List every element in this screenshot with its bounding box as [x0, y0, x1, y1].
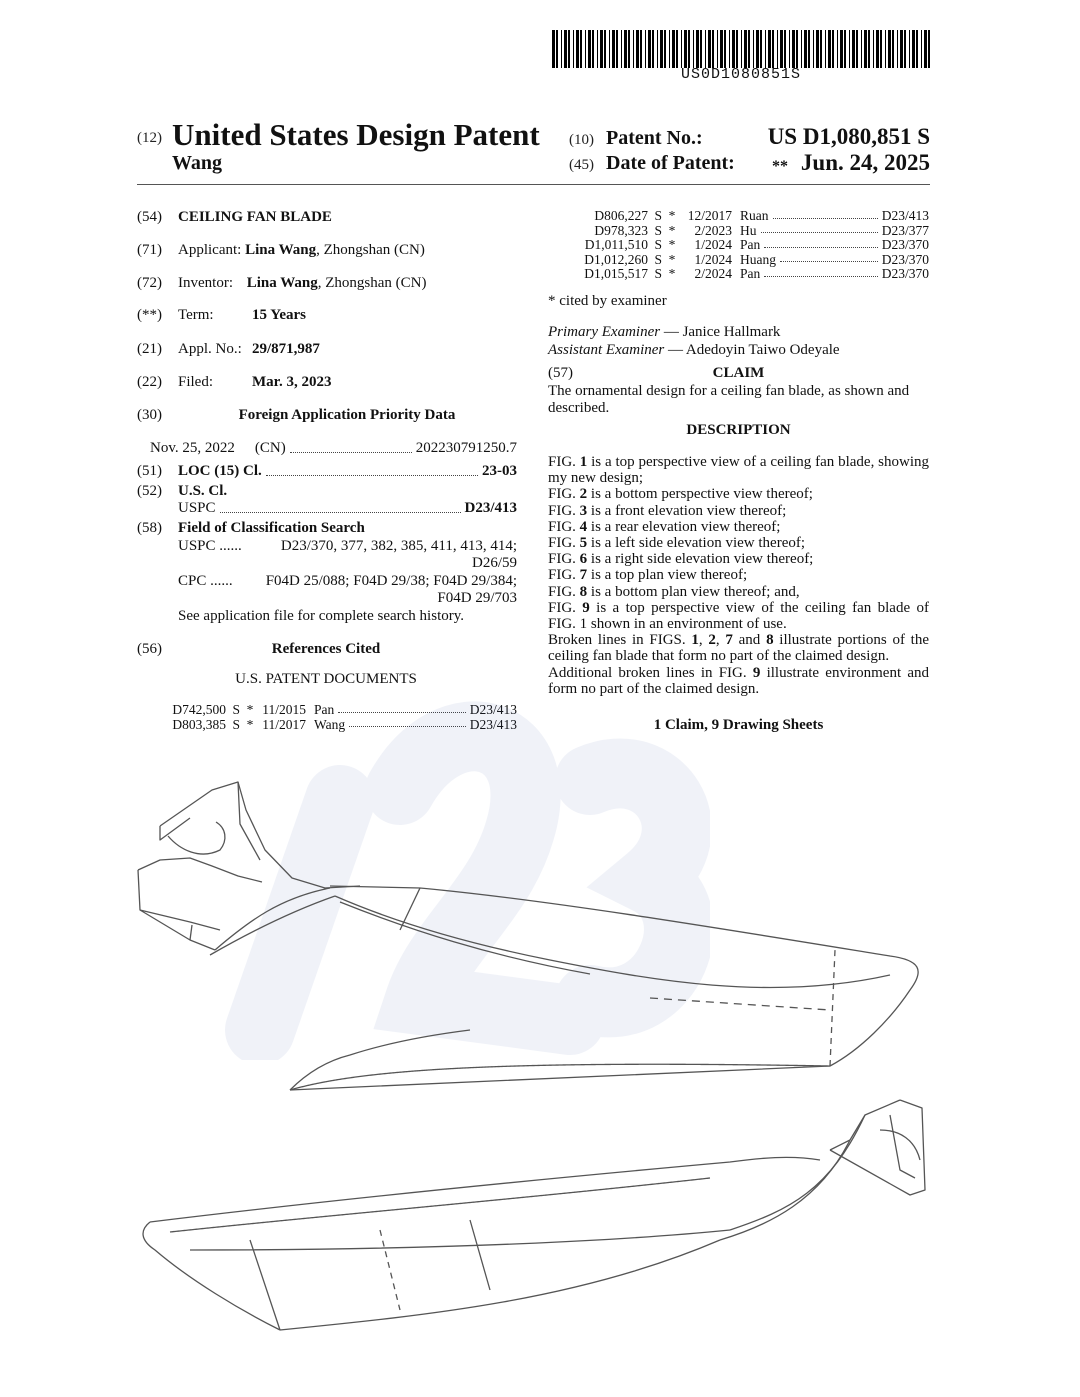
loc-label: LOC (15) Cl.: [178, 463, 262, 479]
code-57: (57): [548, 365, 573, 381]
reference-kind: S: [654, 266, 662, 281]
reference-no: D806,227: [594, 208, 648, 223]
priority-row: [150, 439, 517, 458]
uspc-row: [178, 499, 517, 518]
loc-value: 23-03: [482, 463, 517, 479]
uspc-value: D23/413: [464, 500, 517, 516]
reference-kind: S: [654, 237, 662, 252]
cited-by-examiner-note: * cited by examiner: [548, 293, 667, 309]
applicant-name: Lina Wang: [245, 242, 317, 258]
appl-no-label: Appl. No.:: [178, 341, 242, 357]
dot-leader: [761, 232, 878, 233]
code-58: (58): [137, 520, 162, 536]
dot-leader: [780, 261, 878, 262]
code-10: (10): [569, 132, 594, 148]
reference-row: [170, 703, 517, 718]
design-title: CEILING FAN BLADE: [178, 209, 332, 225]
reference-name: Pan: [314, 702, 335, 717]
code-30: (30): [137, 407, 162, 423]
reference-cls: D23/413: [469, 716, 517, 732]
dot-leader: [764, 247, 878, 248]
dot-leader: [220, 512, 461, 513]
figure-description: FIG. 6 is a right side elevation view thereof;: [548, 551, 814, 568]
reference-cls: D23/413: [469, 702, 517, 717]
figure-description: FIG. 8 is a bottom plan view thereof; and,: [548, 583, 800, 600]
reference-name: Hu: [740, 222, 757, 238]
reference-date: 1/2024: [694, 237, 732, 252]
uspc-label: USPC: [178, 500, 216, 516]
search-cpc-line1: F04D 25/088; F04D 29/38; F04D 29/384;: [265, 573, 517, 589]
reference-cls: D23/413: [881, 208, 929, 223]
reference-no: D1,015,517: [584, 266, 648, 281]
reference-no: D978,323: [594, 222, 648, 238]
reference-star: *: [246, 702, 254, 717]
search-uspc-line1: D23/370, 377, 382, 385, 411, 413, 414;: [280, 538, 517, 554]
code-54: (54): [137, 209, 162, 225]
code-22: (22): [137, 374, 162, 390]
figure-description: FIG. 4 is a rear elevation view thereof;: [548, 518, 781, 535]
applicant-label: Applicant:: [178, 242, 242, 258]
search-field-label: Field of Classification Search: [178, 520, 365, 536]
inventor-surname: Wang: [172, 152, 223, 174]
claims-summary: 1 Claim, 9 Drawing Sheets: [653, 717, 824, 733]
fan-blade-drawing: [130, 770, 940, 1370]
assistant-examiner: Assistant Examiner — Adedoyin Taiwo Odeyale: [548, 342, 840, 358]
broken-lines-note-2: Additional broken lines in FIG. 9 illustrate environment and form no part of the claimed design.: [548, 664, 929, 697]
inventor-label: Inventor:: [178, 275, 233, 291]
reference-row: [568, 267, 929, 282]
reference-row: [568, 224, 929, 239]
date-label: Date of Patent:: [606, 152, 735, 174]
claim-heading: CLAIM: [712, 365, 765, 381]
reference-kind: S: [654, 251, 662, 267]
dot-leader: [349, 726, 466, 727]
priority-number: 202230791250.7: [415, 440, 517, 456]
reference-star: *: [668, 266, 676, 281]
reference-cls: D23/377: [881, 222, 929, 238]
reference-cls: D23/370: [881, 266, 929, 281]
reference-name: Wang: [314, 716, 346, 732]
header-divider: [137, 184, 930, 185]
code-45: (45): [569, 157, 594, 173]
dot-leader: [266, 475, 478, 476]
filed-label: Filed:: [178, 374, 214, 390]
filed-value: Mar. 3, 2023: [252, 374, 332, 390]
loc-row: [178, 462, 517, 481]
right-references-list: [568, 209, 929, 282]
applicant-location: , Zhongshan (CN): [316, 242, 425, 258]
reference-name: Pan: [740, 266, 761, 281]
reference-star: *: [668, 222, 676, 238]
figure-description: FIG. 5 is a left side elevation view thereof;: [548, 535, 806, 552]
priority-date: Nov. 25, 2022: [150, 440, 235, 456]
reference-name: Ruan: [740, 208, 769, 223]
reference-no: D1,012,260: [584, 251, 648, 267]
reference-no: D803,385: [172, 716, 226, 732]
reference-cls: D23/370: [881, 251, 929, 267]
reference-kind: S: [232, 716, 240, 732]
reference-date: 1/2024: [694, 251, 732, 267]
term-label: Term:: [178, 307, 214, 323]
inventor-field: [178, 274, 427, 293]
priority-heading: Foreign Application Priority Data: [238, 407, 456, 423]
code-12: (12): [137, 130, 162, 146]
applicant-field: [178, 241, 425, 260]
figure-descriptions: [548, 454, 929, 697]
reference-name: Pan: [740, 237, 761, 252]
code-56: (56): [137, 641, 162, 657]
reference-star: *: [246, 716, 254, 732]
us-patent-documents-heading: U.S. PATENT DOCUMENTS: [235, 671, 417, 687]
document-type: United States Design Patent: [172, 117, 540, 152]
reference-kind: S: [232, 702, 240, 717]
reference-row: [568, 253, 929, 268]
term-value: 15 Years: [252, 307, 307, 323]
us-cl-label: U.S. Cl.: [178, 483, 228, 499]
claim-text: The ornamental design for a ceiling fan blade, as shown and described.: [548, 383, 910, 416]
reference-date: 11/2015: [262, 702, 306, 717]
left-references-list: [170, 703, 517, 732]
reference-star: *: [668, 251, 676, 267]
reference-name: Huang: [740, 251, 776, 267]
dot-leader: [338, 712, 466, 713]
code-21: (21): [137, 341, 162, 357]
reference-no: D742,500: [172, 702, 226, 717]
lower-blade: [143, 1100, 925, 1330]
reference-date: 2/2023: [694, 222, 732, 238]
broken-lines-note-1: Broken lines in FIGS. 1, 2, 7 and 8 illustrate portions of the ceiling fan blade that form no part of the claimed design.: [548, 632, 930, 665]
code-term: (**): [137, 307, 162, 323]
code-71: (71): [137, 242, 162, 258]
dot-leader: [773, 218, 878, 219]
patent-date: Jun. 24, 2025: [800, 150, 930, 175]
figure-description: FIG. 7 is a top plan view thereof;: [548, 567, 748, 584]
references-heading: References Cited: [271, 641, 381, 657]
reference-row: [170, 718, 517, 733]
reference-row: [568, 238, 929, 253]
appl-no-value: 29/871,987: [252, 341, 320, 357]
dot-leader: [290, 452, 412, 453]
figure-description: FIG. 9 is a top perspective view of the ceiling fan blade of FIG. 1 shown in an environment of use.: [548, 599, 929, 633]
figure-description: FIG. 3 is a front elevation view thereof;: [548, 502, 787, 519]
figure-description: FIG. 1 is a top perspective view of a ceiling fan blade, showing my new design;: [548, 454, 929, 487]
reference-date: 11/2017: [262, 716, 306, 732]
reference-star: *: [668, 208, 676, 223]
figure-description: FIG. 2 is a bottom perspective view thereof;: [548, 486, 813, 503]
reference-no: D1,011,510: [584, 237, 648, 252]
date-mark: **: [772, 158, 788, 175]
reference-row: [568, 209, 929, 224]
search-history-note: See application file for complete search history.: [178, 608, 465, 624]
upper-blade: [138, 782, 918, 1090]
search-uspc-label: USPC ......: [178, 538, 242, 554]
patent-number-label: Patent No.:: [606, 127, 703, 149]
reference-date: 2/2024: [694, 266, 732, 281]
code-72: (72): [137, 275, 162, 291]
inventor-name: Lina Wang: [246, 275, 318, 291]
primary-examiner: Primary Examiner — Janice Hallmark: [548, 324, 781, 340]
dot-leader: [764, 276, 878, 277]
reference-date: 12/2017: [687, 208, 732, 223]
inventor-location: , Zhongshan (CN): [317, 275, 427, 291]
description-heading: DESCRIPTION: [686, 422, 791, 438]
code-51: (51): [137, 463, 162, 479]
priority-country: (CN): [254, 440, 286, 456]
patent-number: US D1,080,851 S: [767, 124, 930, 149]
search-cpc-label: CPC ......: [178, 573, 233, 589]
barcode-number: US0D1080851S: [680, 66, 802, 83]
barcode: [552, 30, 930, 68]
reference-kind: S: [654, 222, 662, 238]
reference-star: *: [668, 237, 676, 252]
reference-cls: D23/370: [881, 237, 929, 252]
search-uspc-line2: D26/59: [472, 555, 517, 571]
code-52: (52): [137, 483, 162, 499]
search-cpc-line2: F04D 29/703: [437, 590, 517, 606]
reference-kind: S: [654, 208, 662, 223]
